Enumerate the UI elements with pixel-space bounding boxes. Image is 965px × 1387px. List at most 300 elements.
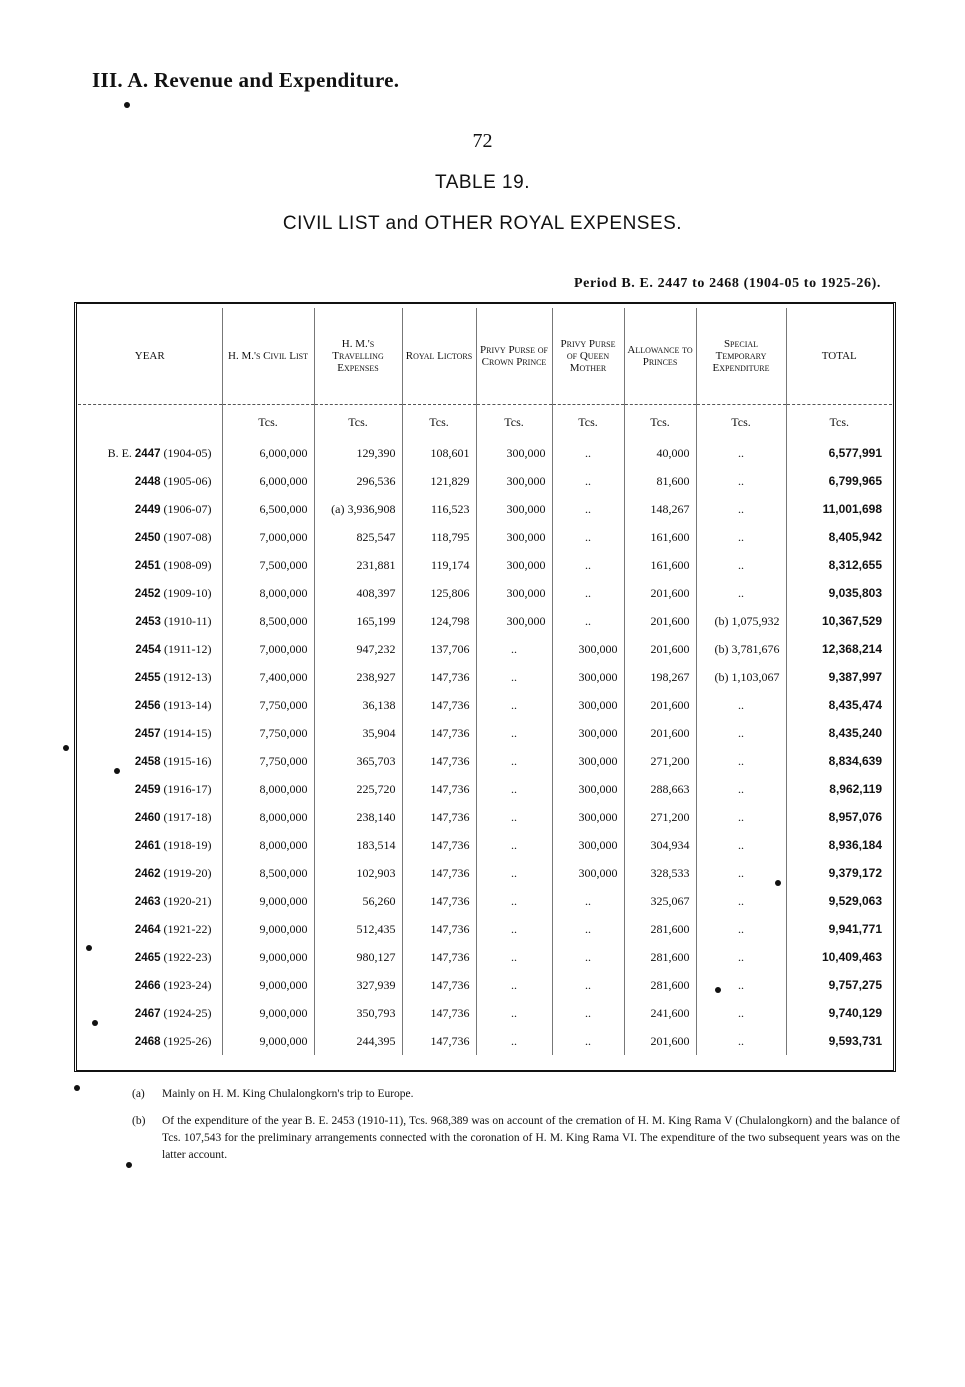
cell-civil-list: 9,000,000 — [222, 971, 314, 999]
cell-crown-prince: 300,000 — [476, 551, 552, 579]
cell-lictors: 147,736 — [402, 747, 476, 775]
year-be: 2468 — [134, 1035, 161, 1048]
cell-civil-list: 9,000,000 — [222, 1027, 314, 1055]
cell-travelling: 225,720 — [314, 775, 402, 803]
cell-total: 9,740,129 — [786, 999, 892, 1027]
year-ce: (1904-05) — [163, 445, 212, 460]
cell-travelling: 238,140 — [314, 803, 402, 831]
cell-travelling: 947,232 — [314, 635, 402, 663]
cell-travelling: 296,536 — [314, 467, 402, 495]
unit-cell — [78, 405, 222, 440]
cell-total: 9,593,731 — [786, 1027, 892, 1055]
unit-cell: Tcs. — [314, 405, 402, 440]
cell-queen-mother: .. — [552, 887, 624, 915]
table-row — [78, 579, 892, 607]
cell-crown-prince: .. — [476, 803, 552, 831]
unit-cell: Tcs. — [696, 405, 786, 440]
cell-lictors: 147,736 — [402, 943, 476, 971]
cell-special: .. — [696, 859, 786, 887]
cell-civil-list: 8,000,000 — [222, 775, 314, 803]
cell-travelling: 512,435 — [314, 915, 402, 943]
cell-total: 10,409,463 — [786, 943, 892, 971]
table-row — [78, 439, 892, 467]
cell-queen-mother: .. — [552, 523, 624, 551]
table-row — [78, 943, 892, 971]
table-row — [78, 831, 892, 859]
cell-princes: 281,600 — [624, 943, 696, 971]
year-ce: (1920-21) — [163, 893, 212, 908]
cell-year — [78, 775, 222, 803]
cell-special: .. — [696, 691, 786, 719]
cell-princes: 328,533 — [624, 859, 696, 887]
cell-year — [78, 579, 222, 607]
cell-princes: 201,600 — [624, 607, 696, 635]
year-ce: (1910-11) — [163, 613, 212, 628]
cell-civil-list: 8,000,000 — [222, 831, 314, 859]
cell-year — [78, 747, 222, 775]
year-ce: (1912-13) — [163, 669, 212, 684]
cell-travelling: 35,904 — [314, 719, 402, 747]
year-be: 2466 — [134, 979, 161, 992]
footnotes — [132, 1086, 900, 1174]
civil-list-table — [78, 308, 892, 1055]
cell-queen-mother: 300,000 — [552, 803, 624, 831]
table-row — [78, 551, 892, 579]
cell-year — [78, 523, 222, 551]
year-ce: (1922-23) — [163, 949, 212, 964]
cell-total: 9,387,997 — [786, 663, 892, 691]
cell-civil-list: 9,000,000 — [222, 999, 314, 1027]
cell-queen-mother: 300,000 — [552, 775, 624, 803]
year-be: 2461 — [134, 839, 161, 852]
cell-princes: 81,600 — [624, 467, 696, 495]
table-row — [78, 719, 892, 747]
cell-special: .. — [696, 495, 786, 523]
scan-speck — [86, 945, 92, 951]
cell-crown-prince: .. — [476, 831, 552, 859]
cell-special: .. — [696, 971, 786, 999]
cell-queen-mother: 300,000 — [552, 663, 624, 691]
cell-lictors: 147,736 — [402, 831, 476, 859]
cell-civil-list: 7,750,000 — [222, 719, 314, 747]
cell-princes: 241,600 — [624, 999, 696, 1027]
cell-special: .. — [696, 579, 786, 607]
scan-speck — [775, 880, 781, 886]
cell-travelling: 365,703 — [314, 747, 402, 775]
cell-special: (b) 1,103,067 — [696, 663, 786, 691]
cell-princes: 281,600 — [624, 971, 696, 999]
cell-crown-prince: 300,000 — [476, 523, 552, 551]
col-civil-list: H. M.'s Civil List — [222, 308, 314, 405]
cell-crown-prince: .. — [476, 747, 552, 775]
year-be: 2447 — [134, 447, 161, 460]
cell-special: .. — [696, 467, 786, 495]
cell-lictors: 116,523 — [402, 495, 476, 523]
cell-special: .. — [696, 887, 786, 915]
year-ce: (1913-14) — [163, 697, 212, 712]
cell-travelling: 56,260 — [314, 887, 402, 915]
cell-civil-list: 7,750,000 — [222, 691, 314, 719]
cell-travelling: 980,127 — [314, 943, 402, 971]
cell-queen-mother: 300,000 — [552, 635, 624, 663]
cell-civil-list: 8,500,000 — [222, 607, 314, 635]
unit-cell: Tcs. — [222, 405, 314, 440]
col-total: TOTAL — [786, 308, 892, 405]
cell-princes: 161,600 — [624, 523, 696, 551]
col-queen-mother: Privy Purse of Queen Mother — [552, 308, 624, 405]
cell-special: .. — [696, 999, 786, 1027]
cell-special: .. — [696, 775, 786, 803]
cell-year — [78, 691, 222, 719]
cell-total: 9,941,771 — [786, 915, 892, 943]
year-be: 2449 — [134, 503, 161, 516]
year-ce: (1921-22) — [163, 921, 212, 936]
cell-queen-mother: .. — [552, 439, 624, 467]
cell-travelling: 350,793 — [314, 999, 402, 1027]
cell-travelling: 327,939 — [314, 971, 402, 999]
cell-princes: 201,600 — [624, 1027, 696, 1055]
col-lictors: Royal Lictors — [402, 308, 476, 405]
cell-civil-list: 7,750,000 — [222, 747, 314, 775]
cell-crown-prince: .. — [476, 775, 552, 803]
year-ce: (1906-07) — [163, 501, 212, 516]
cell-civil-list: 6,000,000 — [222, 467, 314, 495]
cell-crown-prince: 300,000 — [476, 607, 552, 635]
cell-crown-prince: .. — [476, 691, 552, 719]
cell-lictors: 124,798 — [402, 607, 476, 635]
col-year: YEAR — [78, 308, 222, 405]
cell-crown-prince: .. — [476, 971, 552, 999]
table-row — [78, 523, 892, 551]
year-be: 2453 — [135, 615, 161, 628]
cell-civil-list: 7,500,000 — [222, 551, 314, 579]
cell-civil-list: 8,000,000 — [222, 803, 314, 831]
cell-princes: 201,600 — [624, 635, 696, 663]
cell-crown-prince: .. — [476, 719, 552, 747]
unit-cell: Tcs. — [476, 405, 552, 440]
cell-civil-list: 6,000,000 — [222, 439, 314, 467]
cell-special: .. — [696, 831, 786, 859]
scan-speck — [63, 745, 69, 751]
cell-crown-prince: 300,000 — [476, 579, 552, 607]
year-be: 2458 — [134, 755, 161, 768]
period-line: Period B. E. 2447 to 2468 (1904-05 to 1925-26). — [573, 276, 881, 291]
table-number: TABLE 19. — [435, 172, 530, 193]
cell-lictors: 147,736 — [402, 803, 476, 831]
year-be: 2450 — [134, 531, 161, 544]
unit-cell: Tcs. — [402, 405, 476, 440]
table-row — [78, 635, 892, 663]
footnote-text: Mainly on H. M. King Chulalongkorn's trip to Europe. — [162, 1088, 414, 1100]
cell-year — [78, 719, 222, 747]
cell-year — [78, 859, 222, 887]
cell-year — [78, 887, 222, 915]
year-be: 2460 — [134, 811, 161, 824]
table-row — [78, 999, 892, 1027]
header-row — [78, 308, 892, 405]
cell-year — [78, 1027, 222, 1055]
cell-civil-list: 9,000,000 — [222, 943, 314, 971]
year-be: 2448 — [134, 475, 161, 488]
year-be: 2452 — [134, 587, 161, 600]
year-ce: (1923-24) — [163, 977, 212, 992]
cell-queen-mother: .. — [552, 579, 624, 607]
cell-queen-mother: .. — [552, 495, 624, 523]
units-row — [78, 405, 892, 440]
cell-special: .. — [696, 551, 786, 579]
cell-lictors: 147,736 — [402, 691, 476, 719]
cell-princes: 271,200 — [624, 803, 696, 831]
footnote-mark: (a) — [132, 1088, 145, 1100]
cell-queen-mother: 300,000 — [552, 719, 624, 747]
cell-princes: 148,267 — [624, 495, 696, 523]
cell-special: .. — [696, 803, 786, 831]
cell-lictors: 121,829 — [402, 467, 476, 495]
cell-total: 8,312,655 — [786, 551, 892, 579]
cell-civil-list: 6,500,000 — [222, 495, 314, 523]
year-ce: (1914-15) — [163, 725, 212, 740]
cell-princes: 281,600 — [624, 915, 696, 943]
cell-lictors: 147,736 — [402, 859, 476, 887]
cell-travelling: 244,395 — [314, 1027, 402, 1055]
scan-speck — [114, 768, 120, 774]
year-ce: (1925-26) — [163, 1033, 212, 1048]
col-special: Special Temporary Expenditure — [696, 308, 786, 405]
cell-crown-prince: .. — [476, 635, 552, 663]
table-row — [78, 663, 892, 691]
cell-travelling: 165,199 — [314, 607, 402, 635]
cell-special: .. — [696, 719, 786, 747]
cell-year — [78, 915, 222, 943]
cell-total: 11,001,698 — [786, 495, 892, 523]
cell-total: 8,936,184 — [786, 831, 892, 859]
cell-crown-prince: .. — [476, 663, 552, 691]
cell-crown-prince: .. — [476, 1027, 552, 1055]
cell-princes: 304,934 — [624, 831, 696, 859]
cell-princes: 198,267 — [624, 663, 696, 691]
cell-special: .. — [696, 1027, 786, 1055]
table-row — [78, 691, 892, 719]
table-row — [78, 915, 892, 943]
page-number: 72 — [472, 130, 493, 152]
table-row — [78, 803, 892, 831]
cell-queen-mother: .. — [552, 467, 624, 495]
cell-travelling: 36,138 — [314, 691, 402, 719]
cell-princes: 161,600 — [624, 551, 696, 579]
cell-civil-list: 7,000,000 — [222, 635, 314, 663]
cell-special: .. — [696, 943, 786, 971]
cell-year — [78, 971, 222, 999]
table-row — [78, 1027, 892, 1055]
cell-queen-mother: .. — [552, 971, 624, 999]
scan-speck — [124, 102, 130, 108]
cell-lictors: 147,736 — [402, 887, 476, 915]
footnote-mark: (b) — [132, 1115, 146, 1127]
cell-total: 8,435,474 — [786, 691, 892, 719]
cell-crown-prince: 300,000 — [476, 467, 552, 495]
cell-queen-mother: .. — [552, 915, 624, 943]
cell-total: 9,379,172 — [786, 859, 892, 887]
cell-year — [78, 551, 222, 579]
cell-year — [78, 831, 222, 859]
cell-princes: 271,200 — [624, 747, 696, 775]
cell-total: 12,368,214 — [786, 635, 892, 663]
cell-civil-list: 9,000,000 — [222, 915, 314, 943]
cell-queen-mother: .. — [552, 551, 624, 579]
cell-crown-prince: .. — [476, 887, 552, 915]
cell-special: .. — [696, 915, 786, 943]
cell-lictors: 118,795 — [402, 523, 476, 551]
cell-queen-mother: 300,000 — [552, 831, 624, 859]
cell-queen-mother: 300,000 — [552, 859, 624, 887]
year-ce: (1908-09) — [163, 557, 212, 572]
cell-lictors: 147,736 — [402, 971, 476, 999]
cell-travelling: 129,390 — [314, 439, 402, 467]
year-ce: (1917-18) — [163, 809, 212, 824]
cell-special: (b) 3,781,676 — [696, 635, 786, 663]
cell-total: 9,757,275 — [786, 971, 892, 999]
table-row — [78, 467, 892, 495]
cell-year — [78, 943, 222, 971]
year-be: 2467 — [134, 1007, 161, 1020]
cell-special: (b) 1,075,932 — [696, 607, 786, 635]
table-row — [78, 747, 892, 775]
cell-total: 8,834,639 — [786, 747, 892, 775]
cell-travelling: 183,514 — [314, 831, 402, 859]
table-row — [78, 887, 892, 915]
cell-lictors: 147,736 — [402, 775, 476, 803]
cell-lictors: 147,736 — [402, 915, 476, 943]
cell-total: 8,962,119 — [786, 775, 892, 803]
cell-queen-mother: 300,000 — [552, 691, 624, 719]
cell-crown-prince: .. — [476, 915, 552, 943]
cell-queen-mother: .. — [552, 607, 624, 635]
scan-speck — [74, 1085, 80, 1091]
cell-civil-list: 7,000,000 — [222, 523, 314, 551]
cell-year — [78, 999, 222, 1027]
cell-civil-list: 9,000,000 — [222, 887, 314, 915]
cell-civil-list: 7,400,000 — [222, 663, 314, 691]
year-be: 2465 — [134, 951, 161, 964]
year-be: 2454 — [135, 643, 161, 656]
cell-travelling: 825,547 — [314, 523, 402, 551]
year-be: 2459 — [134, 783, 161, 796]
cell-civil-list: 8,000,000 — [222, 579, 314, 607]
col-travelling: H. M.'s Travelling Expenses — [314, 308, 402, 405]
cell-total: 6,799,965 — [786, 467, 892, 495]
cell-total: 9,035,803 — [786, 579, 892, 607]
cell-lictors: 108,601 — [402, 439, 476, 467]
cell-travelling: 231,881 — [314, 551, 402, 579]
unit-cell: Tcs. — [552, 405, 624, 440]
cell-princes: 201,600 — [624, 579, 696, 607]
cell-year — [78, 607, 222, 635]
footnote-b — [132, 1113, 900, 1164]
cell-total: 10,367,529 — [786, 607, 892, 635]
section-heading: III. A. Revenue and Expenditure. — [92, 68, 400, 92]
year-ce: (1911-12) — [163, 641, 212, 656]
year-be: 2455 — [134, 671, 161, 684]
cell-lictors: 137,706 — [402, 635, 476, 663]
cell-princes: 201,600 — [624, 719, 696, 747]
cell-travelling: 408,397 — [314, 579, 402, 607]
cell-crown-prince: .. — [476, 859, 552, 887]
cell-queen-mother: .. — [552, 1027, 624, 1055]
footnote-a — [132, 1086, 900, 1103]
year-ce: (1905-06) — [163, 473, 212, 488]
cell-crown-prince: 300,000 — [476, 439, 552, 467]
footnote-text: Of the expenditure of the year B. E. 2453 (1910-11), Tcs. 968,389 was on account of the cremation of H. M. King Rama V (Chulalongkorn) and the balance of Tcs. 107,543 for the preliminary arrangements connected with the coronation of H. M. King Rama VI. The expenditure of the two subsequent years was on the latter account. — [162, 1115, 900, 1161]
year-ce: (1924-25) — [163, 1005, 212, 1020]
unit-cell: Tcs. — [786, 405, 892, 440]
cell-princes: 288,663 — [624, 775, 696, 803]
cell-year — [78, 635, 222, 663]
year-be: 2451 — [134, 559, 161, 572]
cell-total: 8,405,942 — [786, 523, 892, 551]
cell-year — [78, 803, 222, 831]
table-row — [78, 859, 892, 887]
cell-total: 9,529,063 — [786, 887, 892, 915]
year-be: 2462 — [134, 867, 161, 880]
year-be: 2456 — [134, 699, 161, 712]
cell-crown-prince: .. — [476, 999, 552, 1027]
cell-year — [78, 663, 222, 691]
year-ce: (1907-08) — [163, 529, 212, 544]
col-crown-prince: Privy Purse of Crown Prince — [476, 308, 552, 405]
cell-travelling: 102,903 — [314, 859, 402, 887]
scan-speck — [126, 1162, 132, 1168]
cell-year — [78, 495, 222, 523]
year-ce: (1909-10) — [163, 585, 212, 600]
cell-princes: 201,600 — [624, 691, 696, 719]
table-row — [78, 971, 892, 999]
table-row — [78, 495, 892, 523]
cell-special: .. — [696, 747, 786, 775]
cell-year — [78, 467, 222, 495]
cell-princes: 325,067 — [624, 887, 696, 915]
year-ce: (1915-16) — [163, 753, 212, 768]
cell-total: 8,435,240 — [786, 719, 892, 747]
cell-queen-mother: 300,000 — [552, 747, 624, 775]
cell-total: 8,957,076 — [786, 803, 892, 831]
col-princes: Allowance to Princes — [624, 308, 696, 405]
cell-lictors: 125,806 — [402, 579, 476, 607]
year-be: 2457 — [134, 727, 161, 740]
year-ce: (1916-17) — [163, 781, 212, 796]
cell-special: .. — [696, 439, 786, 467]
cell-travelling: (a) 3,936,908 — [314, 495, 402, 523]
cell-queen-mother: .. — [552, 999, 624, 1027]
cell-lictors: 147,736 — [402, 719, 476, 747]
cell-queen-mother: .. — [552, 943, 624, 971]
cell-total: 6,577,991 — [786, 439, 892, 467]
cell-lictors: 147,736 — [402, 663, 476, 691]
year-be: 2463 — [134, 895, 161, 908]
cell-civil-list: 8,500,000 — [222, 859, 314, 887]
year-prefix: B. E. — [107, 445, 132, 460]
cell-lictors: 147,736 — [402, 999, 476, 1027]
cell-princes: 40,000 — [624, 439, 696, 467]
cell-special: .. — [696, 523, 786, 551]
table-title: CIVIL LIST and OTHER ROYAL EXPENSES. — [282, 213, 683, 234]
year-ce: (1919-20) — [163, 865, 212, 880]
cell-crown-prince: .. — [476, 943, 552, 971]
table-row — [78, 607, 892, 635]
cell-year — [78, 439, 222, 467]
year-ce: (1918-19) — [163, 837, 212, 852]
year-be: 2464 — [134, 923, 161, 936]
table-row — [78, 775, 892, 803]
